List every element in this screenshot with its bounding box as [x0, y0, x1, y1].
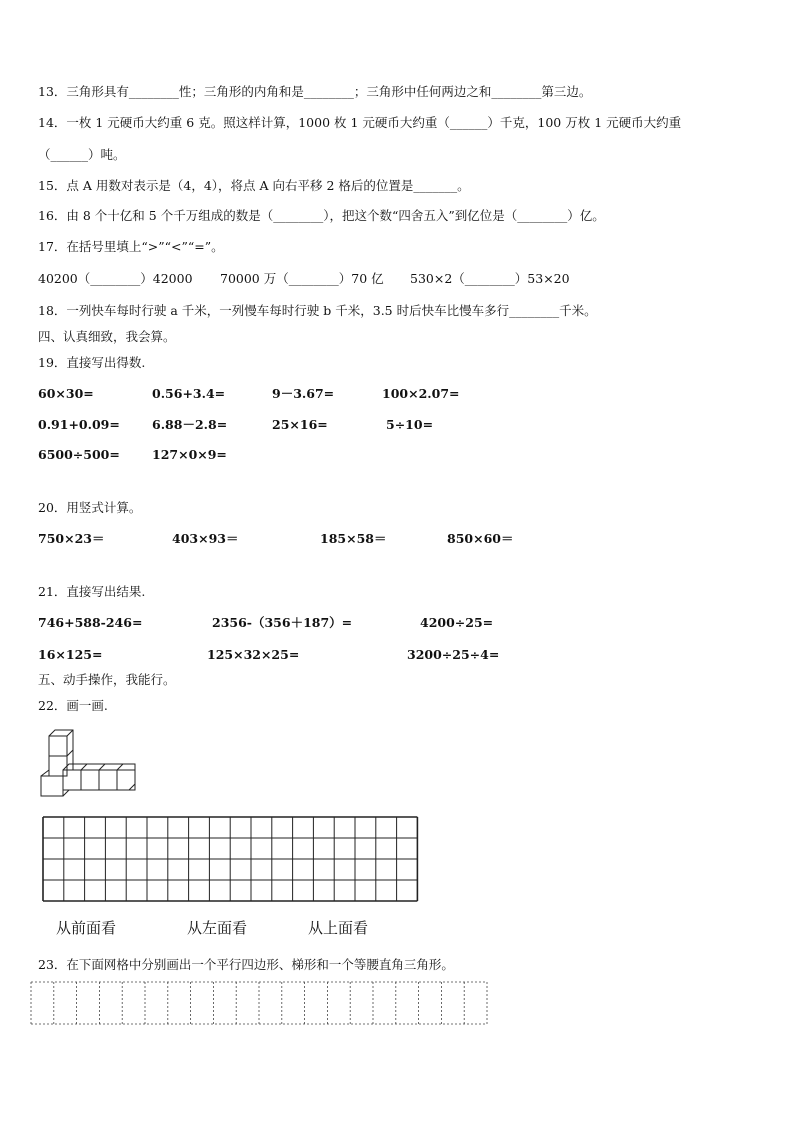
question-19: 19．直接写出得数. [38, 355, 146, 370]
question-14-line2: （______）吨。 [38, 147, 126, 162]
q20-item-2: 403×93＝ [172, 531, 239, 546]
q19-r2-c1: 0.91+0.09= [38, 417, 120, 432]
question-14-line1: 14．一枚 1 元硬币大约重 6 克。照这样计算，1000 枚 1 元硬币大约重（______）千克，100 万枚 1 元硬币大约重 [38, 115, 682, 130]
q21-r2-c1: 16×125= [38, 647, 103, 662]
drawing-grid[interactable] [42, 816, 422, 906]
q20-item-4: 850×60＝ [447, 531, 514, 546]
question-20: 20．用竖式计算。 [38, 500, 142, 515]
q17-item-2: 70000 万（________）70 亿 [220, 271, 384, 286]
q21-r1-c3: 4200÷25= [420, 615, 494, 630]
q19-r2-c2: 6.88－2.8= [152, 417, 228, 432]
view-label-left: 从左面看 [187, 919, 248, 937]
section-4-heading: 四、认真细致，我会算。 [38, 329, 176, 344]
q17-item-1: 40200（________）42000 [38, 271, 193, 286]
cube-stack-figure [38, 728, 138, 800]
q21-r2-c2: 125×32×25= [207, 647, 300, 662]
question-16: 16．由 8 个十亿和 5 个千万组成的数是（________），把这个数“四舍五入”到亿位是（________）亿。 [38, 208, 605, 223]
q19-r1-c4: 100×2.07= [382, 386, 460, 401]
q20-item-3: 185×58＝ [320, 531, 387, 546]
question-23: 23．在下面网格中分别画出一个平行四边形、梯形和一个等腰直角三角形。 [38, 957, 454, 972]
question-21: 21．直接写出结果. [38, 584, 146, 599]
question-17: 17．在括号里填上“>”“<”“=”。 [38, 239, 224, 254]
question-18: 18．一列快车每时行驶 a 千米，一列慢车每时行驶 b 千米，3.5 时后快车比慢车多行________千米。 [38, 303, 597, 318]
q17-item-3: 530×2（________）53×20 [410, 271, 570, 286]
question-22: 22．画一画. [38, 698, 108, 713]
q19-r2-c4: 5÷10= [386, 417, 434, 432]
q21-r1-c1: 746+588-246= [38, 615, 143, 630]
q19-r1-c2: 0.56+3.4= [152, 386, 226, 401]
q19-r3-c1: 6500÷500= [38, 447, 120, 462]
q19-r2-c3: 25×16= [272, 417, 328, 432]
q21-r2-c3: 3200÷25÷4= [407, 647, 500, 662]
q20-item-1: 750×23＝ [38, 531, 105, 546]
q21-r1-c2: 2356-（356＋187）= [212, 615, 353, 630]
section-5-heading: 五、动手操作，我能行。 [38, 672, 176, 687]
question-15: 15．点 A 用数对表示是（4，4），将点 A 向右平移 2 格后的位置是_______。 [38, 178, 470, 193]
q19-r1-c1: 60×30= [38, 386, 94, 401]
question-13: 13．三角形具有________性；三角形的内角和是________；三角形中任何两边之和________第三边。 [38, 84, 592, 99]
view-label-front: 从前面看 [56, 919, 117, 937]
q19-r3-c2: 127×0×9= [152, 447, 227, 462]
dashed-drawing-grid[interactable] [30, 981, 488, 1029]
q19-r1-c3: 9－3.67= [272, 386, 335, 401]
view-label-top: 从上面看 [308, 919, 369, 937]
